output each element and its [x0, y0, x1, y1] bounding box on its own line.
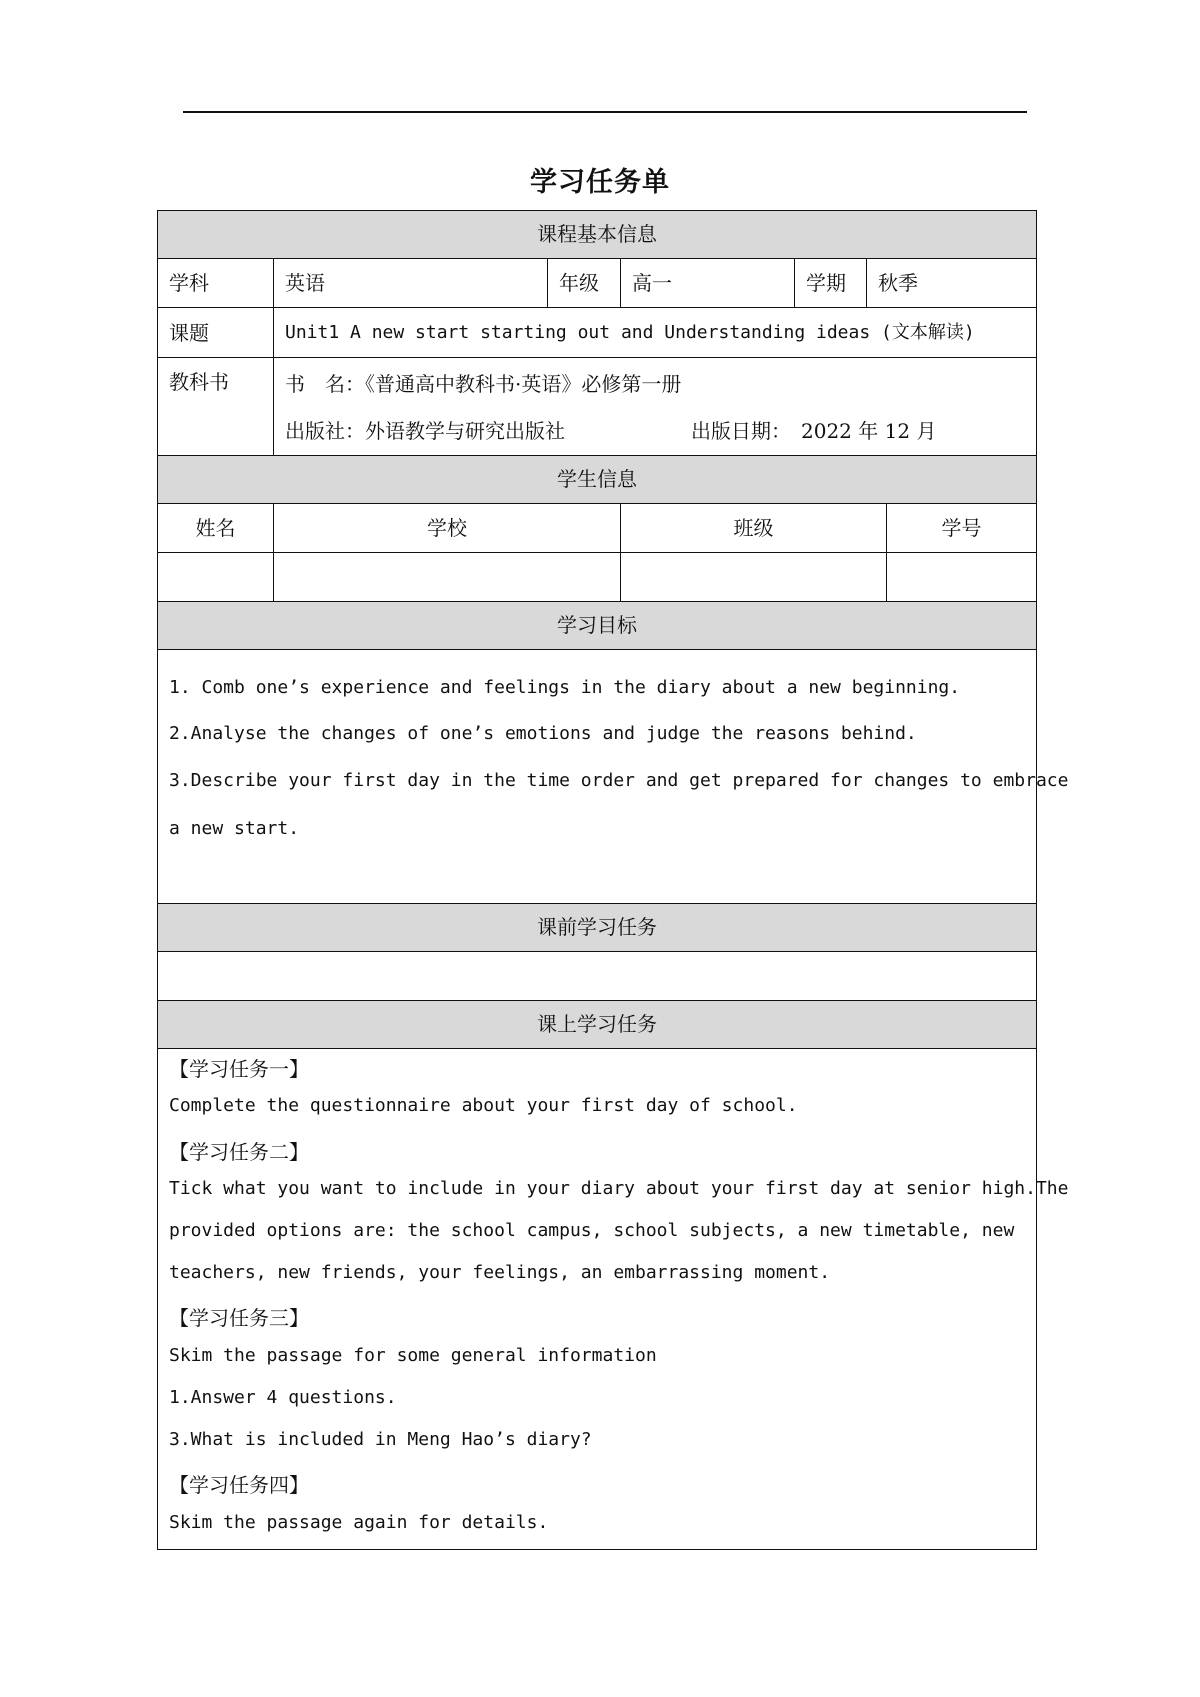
- task-sheet-table: [157, 210, 1069, 1550]
- task-3-text-2: 1.Answer 4 questions.: [169, 1387, 397, 1408]
- task-3-title: 【学习任务三】: [169, 1306, 309, 1330]
- objectives-header: 学习目标: [158, 602, 1036, 650]
- pre-class-header: 课前学习任务: [158, 904, 1036, 952]
- textbook-row: [158, 358, 1036, 456]
- task-2-text-2: provided options are: the school campus, school subjects, a new timetable, new: [169, 1220, 1015, 1241]
- term-value: 秋季: [866, 259, 1036, 307]
- task-3-text-3: 3.What is included in Meng Hao’s diary?: [169, 1429, 592, 1450]
- student-entry-row: [158, 553, 1036, 602]
- page-title: 学习任务单: [530, 167, 670, 198]
- task-2-title: 【学习任务二】: [169, 1140, 309, 1164]
- book-name: 书 名：《普通高中教科书·英语》必修第一册: [285, 372, 682, 396]
- publisher: 出版社：外语教学与研究出版社: [285, 419, 565, 443]
- topic-value: Unit1 A new start starting out and Understanding ideas (文本解读): [273, 308, 1036, 357]
- task-1-text: Complete the questionnaire about your first day of school.: [169, 1095, 798, 1116]
- student-columns-row: [158, 504, 1036, 553]
- task-2-text-3: teachers, new friends, your feelings, an embarrassing moment.: [169, 1262, 831, 1283]
- header-rule: [183, 111, 1027, 113]
- in-class-header: 课上学习任务: [158, 1001, 1036, 1049]
- objectives-body: [158, 650, 1069, 904]
- name-entry-cell[interactable]: [158, 553, 273, 601]
- objective-3-continued: a new start.: [169, 818, 300, 839]
- topic-label: 课题: [169, 321, 209, 345]
- school-entry-cell[interactable]: [273, 553, 620, 601]
- student-info-header: 学生信息: [158, 456, 1036, 504]
- task-3-text-1: Skim the passage for some general information: [169, 1345, 657, 1366]
- grade-label: 年级: [547, 259, 620, 307]
- textbook-details: [273, 358, 1036, 455]
- objective-2: 2.Analyse the changes of one’s emotions and judge the reasons behind.: [169, 723, 917, 744]
- publish-date: 出版日期： 2022 年 12 月: [691, 419, 937, 443]
- course-info-header: 课程基本信息: [158, 211, 1036, 259]
- objective-3: 3.Describe your first day in the time order and get prepared for changes to embrace: [169, 770, 1069, 791]
- task-1-title: 【学习任务一】: [169, 1057, 309, 1081]
- task-4-text: Skim the passage again for details.: [169, 1512, 549, 1533]
- student-id-column: 学号: [886, 504, 1036, 552]
- name-column: 姓名: [195, 516, 236, 540]
- objective-1: 1. Comb one’s experience and feelings in the diary about a new beginning.: [169, 677, 961, 698]
- subject-label: 学科: [169, 271, 209, 295]
- topic-row: [158, 308, 1036, 358]
- class-entry-cell[interactable]: [620, 553, 886, 601]
- grade-value: 高一: [620, 259, 794, 307]
- task-2-text-1: Tick what you want to include in your diary about your first day at senior high.The: [169, 1178, 1069, 1199]
- student-id-entry-cell[interactable]: [886, 553, 1036, 601]
- subject-row: [158, 259, 1036, 308]
- subject-value: 英语: [273, 259, 547, 307]
- pre-class-body[interactable]: [158, 952, 1036, 1001]
- textbook-label: 教科书: [169, 370, 229, 394]
- in-class-body: [158, 1049, 1069, 1549]
- term-label: 学期: [794, 259, 866, 307]
- school-column: 学校: [273, 504, 620, 552]
- class-column: 班级: [620, 504, 886, 552]
- task-4-title: 【学习任务四】: [169, 1473, 309, 1497]
